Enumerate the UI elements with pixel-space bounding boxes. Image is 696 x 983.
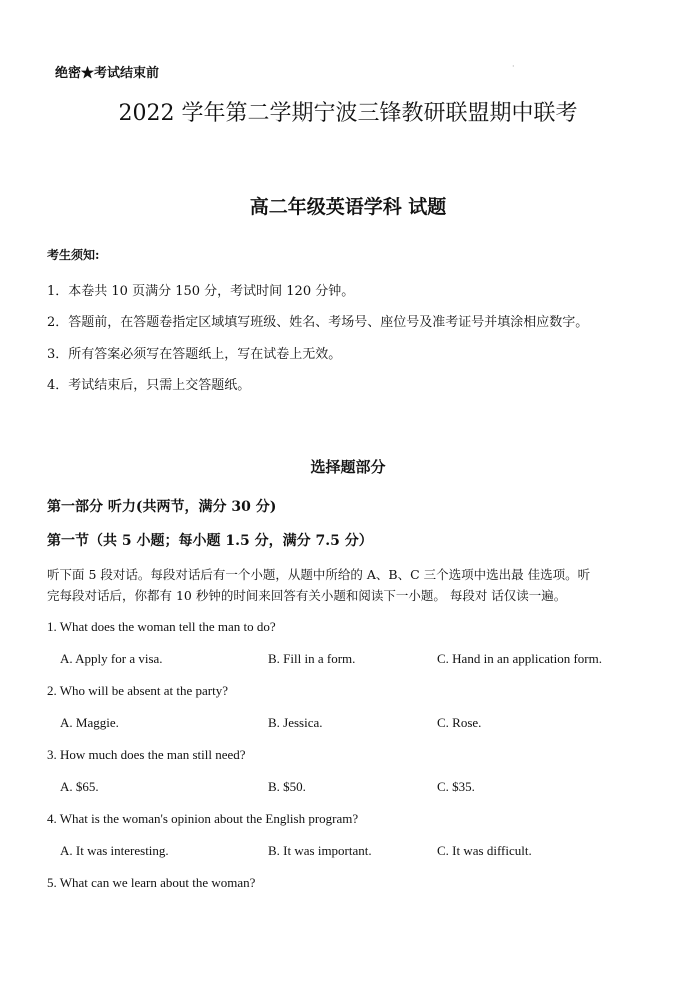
option-c: C. $35. [437, 779, 475, 794]
question-stem: 4. What is the woman's opinion about the English program? [47, 811, 359, 826]
exam-title: 2022 学年第二学期宁波三锋教研联盟期中联考 [118, 101, 578, 126]
option-b: B. Jessica. [268, 715, 323, 730]
option-b: B. Fill in a form. [268, 651, 356, 666]
option-c: C. Rose. [437, 715, 482, 730]
question-stem: 5. What can we learn about the woman? [47, 875, 256, 890]
secret-mark: 绝密★考试结束前 [55, 66, 160, 81]
notice-item: 4．考试结束后，只需上交答题纸。 [47, 378, 251, 393]
option-b: B. It was important. [268, 843, 372, 858]
instructions-line: 听下面 5 段对话。每段对话后有一个小题，从题中所给的 A、B、C 三个选项中选出最 佳选项。听 [47, 567, 591, 582]
instructions-line: 完每段对话后，你都有 10 秒钟的时间来回答有关小题和阅读下一小题。 每段对 话仅读一遍。 [47, 588, 567, 603]
option-a: A. Maggie. [60, 715, 119, 730]
sec-title: 第一节（共 5 小题；每小题 1.5 分，满分 7.5 分） [47, 533, 373, 549]
scan-dot: · [512, 62, 515, 71]
option-a: A. It was interesting. [60, 843, 169, 858]
section-title: 选择题部分 [310, 458, 386, 476]
exam-subtitle: 高二年级英语学科 试题 [249, 196, 447, 218]
option-c: C. Hand in an application form. [437, 651, 602, 666]
option-a: A. $65. [60, 779, 99, 794]
part-title: 第一部分 听力(共两节，满分 30 分) [47, 499, 277, 515]
notice-item: 1．本卷共 10 页满分 150 分，考试时间 120 分钟。 [47, 284, 355, 299]
option-c: C. It was difficult. [437, 843, 532, 858]
question-stem: 3. How much does the man still need? [47, 747, 246, 762]
option-b: B. $50. [268, 779, 306, 794]
option-a: A. Apply for a visa. [60, 651, 163, 666]
question-stem: 1. What does the woman tell the man to do? [47, 619, 276, 634]
question-stem: 2. Who will be absent at the party? [47, 683, 228, 698]
notice-item: 3．所有答案必须写在答题纸上，写在试卷上无效。 [47, 347, 342, 362]
notice-label: 考生须知: [47, 248, 100, 262]
notice-item: 2．答题前，在答题卷指定区域填写班级、姓名、考场号、座位号及准考证号并填涂相应数字。 [47, 315, 589, 330]
